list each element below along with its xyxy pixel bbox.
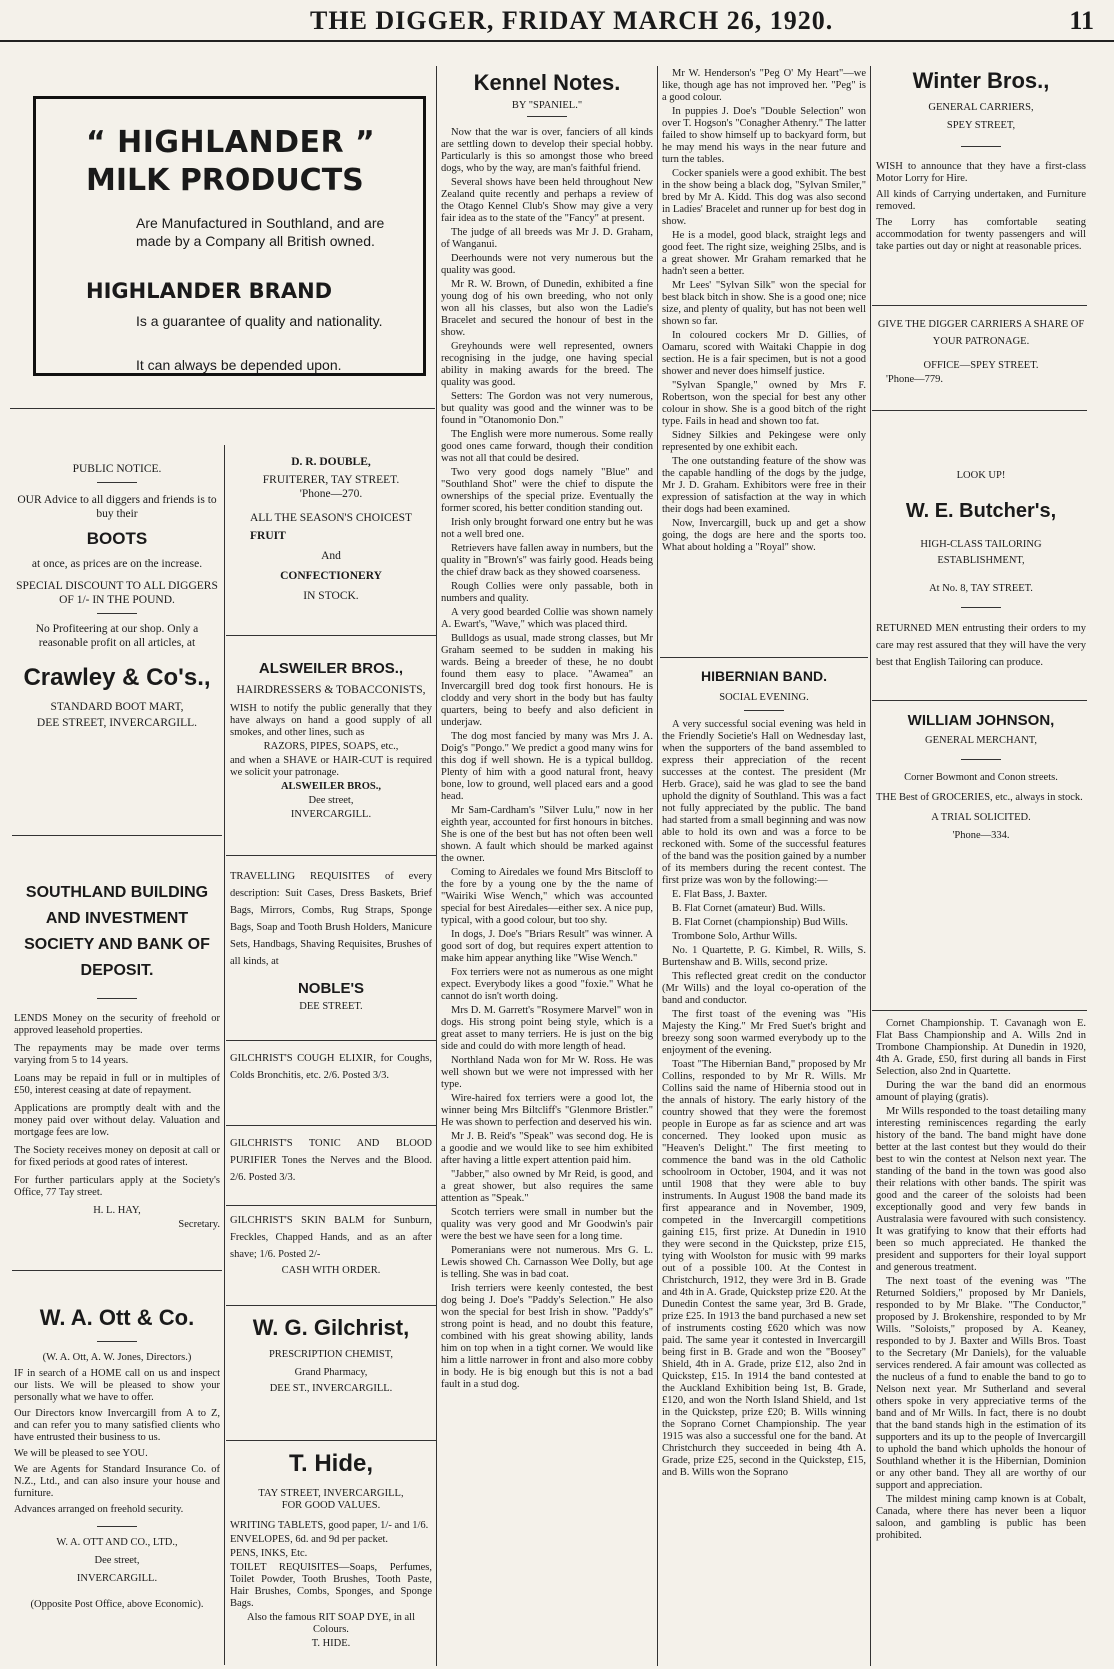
paragraph: Retrievers have fallen away in numbers, but the quality in "Brown's" was fairly good. Heads being the chief draw back as they showed coarseness.	[441, 543, 653, 578]
divider	[226, 1040, 436, 1041]
kennel-byline: BY "SPANIEL."	[511, 100, 583, 111]
kennel-continued-body	[662, 68, 866, 554]
divider	[12, 1270, 222, 1271]
paragraph: Mrs D. M. Garrett's "Rosymere Marvel" won in dogs. His strong point being style, which is a great asset to many terriers. He is just on the big side and could do with more length of head.	[441, 1005, 653, 1052]
winter-street: SPEY STREET,	[946, 120, 1016, 131]
divider	[97, 613, 137, 614]
johnson-trade: GENERAL MERCHANT,	[925, 735, 1037, 746]
winter-phone: 'Phone—779.	[886, 374, 944, 385]
butcher-look: LOOK UP!	[956, 470, 1006, 481]
paragraph: B. Flat Cornet (amateur) Bud. Wills.	[672, 903, 826, 914]
divider	[872, 1010, 1087, 1011]
southland-advert	[14, 880, 220, 1265]
hibernian-continued-body	[876, 1018, 1086, 1542]
paragraph: This reflected great credit on the conductor (Mr Wills) and the loyal co-operation of the band and conductor.	[662, 971, 866, 1006]
paragraph: Wire-haired fox terriers were a good lot, the winner being Mrs Biltcliff's "Glenmore Bristler." He was shown to perfection and deserved his win.	[441, 1093, 653, 1128]
nobles-name: NOBLE'S	[297, 980, 365, 997]
winter-footer	[876, 316, 1086, 406]
paragraph: Pomeranians were not numerous. Mrs G. L. Lewis showed Ch. Carnasson Wee Dolly, but age is telling. She was in bad coat.	[441, 1245, 653, 1280]
divider	[660, 657, 868, 658]
highlander-brand: HIGHLANDER BRAND	[86, 279, 333, 303]
hibernian-article	[662, 668, 866, 1664]
masthead	[0, 0, 1114, 42]
paragraph: Mr Lees' "Sylvan Silk" won the special for best black bitch in show. She is a good one; nice size, and plenty of quality, but has not been well shown so far.	[662, 280, 866, 327]
hide-p5: Also the famous RIT SOAP DYE, in all Colours.	[247, 1612, 415, 1635]
paragraph: A very good bearded Collie was shown namely A. Ewart's, "Wave," which was placed third.	[441, 607, 653, 630]
divider	[527, 116, 567, 117]
page-number: 11	[1069, 6, 1094, 35]
divider	[97, 482, 137, 483]
crawley-address: DEE STREET, INVERCARGILL.	[36, 717, 198, 729]
hide-p4: TOILET REQUISITES—Soaps, Perfumes, Toilet Powder, Tooth Brushes, Tooth Paste, Hair Brushes, Combs, Sponges, and Sponge Bags.	[230, 1562, 432, 1609]
divider	[961, 607, 1001, 608]
paragraph: Mr W. Henderson's "Peg O' My Heart"—we like, though age has not improved her. "Peg" is a good colour.	[662, 68, 866, 103]
paragraph: The English were more numerous. Some really good ones came forward, though their condition was not all that could be desired.	[441, 429, 653, 464]
paragraph: Greyhounds were well represented, owners recognising in the judge, one having special ability in making awards for the breed. The quality was good.	[441, 341, 653, 388]
southland-p6: For further particulars apply at the Society's Office, 77 Tay street.	[14, 1175, 220, 1198]
alsweiler-advert	[230, 660, 432, 852]
winter-trade: GENERAL CARRIERS,	[928, 102, 1034, 113]
johnson-advert	[876, 712, 1086, 1007]
alsweiler-p2: RAZORS, PIPES, SOAPS, etc.,	[263, 741, 399, 752]
divider	[97, 1341, 137, 1342]
divider	[10, 408, 435, 409]
paragraph: The first toast of the evening was "His Majesty the King." Mr Fred Suet's bright and breezy song soon warmed everybody up to the enjoyment of the evening.	[662, 1009, 866, 1056]
butcher-name: W. E. Butcher's,	[905, 500, 1057, 522]
hibernian-title: HIBERNIAN BAND.	[701, 668, 827, 684]
divider	[224, 445, 225, 1665]
highlander-body2: Is a guarantee of quality and nationality.	[136, 313, 383, 329]
alsweiler-p1: WISH to notify the public generally that they have always on hand a good supply of all smokes, and other lines, such as	[230, 703, 432, 738]
winter-office: OFFICE—SPEY STREET.	[923, 360, 1039, 371]
double-stock: IN STOCK.	[303, 590, 359, 602]
hide-p1: WRITING TABLETS, good paper, 1/- and 1/6.	[230, 1520, 429, 1531]
divider	[870, 66, 871, 1666]
gilchrist-pharmacy: Grand Pharmacy,	[294, 1367, 368, 1378]
crawley-advert	[14, 462, 220, 827]
nobles-advert	[230, 868, 432, 1036]
highlander-body: Are Manufactured in Southland, and are made by a Company all British owned.	[136, 215, 385, 249]
divider	[961, 146, 1001, 147]
ott-p1: IF in search of a HOME call on us and inspect our lists. We will be pleased to show your personally what we have to offer.	[14, 1368, 220, 1403]
divider	[226, 635, 436, 636]
ott-opposite: (Opposite Post Office, above Economic).	[30, 1599, 204, 1610]
ott-town: INVERCARGILL.	[76, 1573, 158, 1584]
kennel-notes-article	[441, 70, 653, 1664]
hide-signature: T. HIDE.	[311, 1638, 351, 1649]
divider	[226, 855, 436, 856]
ott-p2: Our Directors know Invercargill from A to Z, and can refer you to many satisfied clients who have entrusted their business to us.	[14, 1408, 220, 1443]
ott-advert	[14, 1305, 220, 1665]
hibernian-body	[662, 719, 866, 1479]
winter-p3: The Lorry has comfortable seating accommodation for twenty passengers and will take parties out day or night at reasonable prices.	[876, 217, 1086, 252]
butcher-body	[876, 620, 1086, 698]
divider	[97, 998, 137, 999]
alsweiler-p3: and when a SHAVE or HAIR-CUT is required we solicit your patronage.	[230, 755, 432, 778]
highlander-subtitle: MILK PRODUCTS	[86, 163, 364, 198]
divider	[872, 305, 1087, 306]
gilchrist-address: DEE ST., INVERCARGILL.	[269, 1383, 393, 1394]
ott-company: W. A. OTT AND CO., LTD.,	[56, 1537, 178, 1548]
ott-p3: We will be pleased to see YOU.	[14, 1448, 148, 1459]
butcher-trade: HIGH-CLASS TAILORING ESTABLISHMENT,	[920, 539, 1042, 566]
southland-signature: H. L. HAY,	[93, 1205, 141, 1216]
crawley-boots: BOOTS	[86, 529, 148, 548]
gilchrist-name: W. G. Gilchrist,	[252, 1315, 410, 1340]
johnson-phone: 'Phone—334.	[952, 830, 1010, 841]
southland-p5: The Society receives money on deposit at call or for fixed periods at good rates of interest.	[14, 1145, 220, 1168]
hide-p2: ENVELOPES, 6d. and 9d per packet.	[230, 1534, 389, 1545]
kennel-notes-continued	[662, 68, 866, 653]
paragraph: Rough Collies were only passable, both in numbers and quality.	[441, 581, 653, 604]
alsweiler-trade: HAIRDRESSERS & TOBACCONISTS,	[236, 684, 426, 696]
gilchrist-cash: CASH WITH ORDER.	[281, 1265, 381, 1276]
hide-advert	[230, 1450, 432, 1665]
gilchrist-advert	[230, 1315, 432, 1437]
double-confectionery: CONFECTIONERY	[280, 570, 382, 582]
gilchrist-tonic	[230, 1135, 432, 1201]
paragraph: Toast "The Hibernian Band," proposed by Mr Collins, responded to by Mr R. Wills. Mr Collins said the name of Hibernia stood out in the annals of history. The early history of the country showed that they were the foremost people in Europe as far as science and art was concerned. They looked upon music as "Heaven's Delight." The first meeting to commence the band was in the old Catholic schoolroom in October, 1904, and it was not until 1908 that they were able to buy instruments. In August 1908 the band made its first appearance and in November, 1909, competed in the Invercargill competitions gaining £15, first prize. At Dunedin in 1910 they were second in the Quickstep, prize £15, tying with Woolston for music with 99 marks out of a possible 100. At the Contest in Christchurch, 1912, they were 3rd in B. Grade and 4th in A. Grade, Quickstep prize £20. At the Dunedin Contest the same year, 3rd B. Grade, prize £25. In 1913 the band purchased a new set of instruments costing £620 which was now paid. The same year it contested in Invercargill being first in B. Grade and won the "Boosey" Shield, 4th in A. Grade, prize £12, also 2nd in Quickstep, £15. In 1914 the band contested at the Auckland Exhibition being 1st, B. Grade, £120, and won the North Island Shield, and 1st in the Quickstep, prize £20; B. Wills winning the Soprano Cornet Championship. The year 1915 was also a successful one for the band. At Christchurch they succeeded in being 4th A. Grade, prize £25, second in the Quickstep, £15, and B. Wills won the Soprano	[662, 1059, 866, 1478]
divider	[961, 759, 1001, 760]
winter-p1: WISH to announce that they have a first-class Motor Lorry for Hire.	[876, 161, 1086, 184]
crawley-discount: SPECIAL DISCOUNT TO ALL DIGGERS OF 1/- IN THE POUND.	[16, 580, 218, 606]
johnson-corner: Corner Bowmont and Conon streets.	[904, 772, 1058, 783]
gilchrist-a1: GILCHRIST'S COUGH ELIXIR, for Coughs, Colds Bronchitis, etc. 2/6. Posted 3/3.	[230, 1053, 432, 1081]
paragraph: In dogs, J. Doe's "Briars Result" was winner. A good sort of dog, but requires expert attention to make him appear anything like "Wise Wench."	[441, 929, 653, 964]
paragraph: Deerhounds were not very numerous but the quality was good.	[441, 253, 653, 276]
johnson-p1: THE Best of GROCERIES, etc., always in stock.	[876, 792, 1083, 803]
paragraph: E. Flat Bass, J. Baxter.	[672, 889, 768, 900]
ott-p5: Advances arranged on freehold security.	[14, 1504, 184, 1515]
paragraph: Setters: The Gordon was not very numerous, but quality was good and the winner was to be found in "Otanomonio Don."	[441, 391, 653, 426]
alsweiler-street: Dee street,	[308, 795, 354, 806]
southland-secretary: Secretary.	[178, 1219, 220, 1230]
paragraph: The next toast of the evening was "The Returned Soldiers," proposed by Mr Daniels, responded to by Mr Blake. "The Conductor," proposed by J. Brokenshire, responded to by Mr Wills. "Soloists," proposed by A. Keaney, responded to by J. Baxter and Wills Bros. Toast to the Secretary (Mr Daniels), for the valuable services rendered. A fair amount was collected as the nucleus of a fund to enable the band to go to Nelson next year. Mr Sutherland and several others spoke in very appreciative terms of the band and of Mr Wills. In fact, there is no doubt that the band stands high in the estimation of its supporters and its up to the people of Invercargill to uphold the band which upholds the honour of Southland whether it is the Hibernian, Dominion or any other band. They all are worthy of our support and appreciation.	[876, 1276, 1086, 1491]
highlander-body3: It can always be depended upon.	[136, 357, 342, 373]
paragraph: The judge of all breeds was Mr J. D. Graham, of Wanganui.	[441, 227, 653, 250]
winter-name: Winter Bros.,	[912, 68, 1050, 93]
paragraph: The mildest mining camp known is at Cobalt, Canada, where there has never been a liquor saloon, and gambling is public has been prohibited.	[876, 1494, 1086, 1541]
kennel-body	[441, 127, 653, 1391]
paragraph: The one outstanding feature of the show was the capable handling of the dogs by the judge, Mr J. D. Graham. Exhibitors were free in their expression of satisfaction at the way in which their dogs had been examined.	[662, 456, 866, 515]
paragraph: Cocker spaniels were a good exhibit. The best in the show being a black dog, "Sylvan Smiler," bred by Mr A. Kidd. This dog was also second in Ladies' Bracelet and runner up for best dog in show.	[662, 168, 866, 227]
divider	[226, 1205, 436, 1206]
winter-advert	[876, 68, 1086, 303]
divider	[744, 710, 784, 711]
highlander-advert	[33, 96, 426, 376]
gilchrist-trade: PRESCRIPTION CHEMIST,	[268, 1349, 394, 1360]
southland-p3: Loans may be repaid in full or in multiples of £50, interest ceasing at date of repayment.	[14, 1073, 220, 1096]
hide-values: FOR GOOD VALUES.	[281, 1500, 381, 1511]
southland-p4: Applications are promptly dealt with and the money paid over without delay. Valuation and mortgage fees are low.	[14, 1103, 220, 1138]
divider	[12, 835, 222, 836]
double-body: ALL THE SEASON'S CHOICEST	[249, 512, 413, 524]
butcher-p1: RETURNED MEN entrusting their orders to my care may rest assured that they will have the very best that English Tailoring can produce.	[876, 623, 1086, 668]
crawley-name: Crawley & Co's.,	[23, 664, 211, 691]
paragraph: "Sylvan Spangle," owned by Mrs F. Robertson, won the special for best any other colour in show. She is a good bitch of the right type. Fails in head and shown too fat.	[662, 380, 866, 427]
gilchrist-a2: GILCHRIST'S TONIC AND BLOOD PURIFIER Tones the Nerves and the Blood. 2/6. Posted 3/3.	[230, 1138, 432, 1183]
double-and: And	[321, 550, 341, 562]
ott-name: W. A. Ott & Co.	[39, 1305, 195, 1330]
alsweiler-town: INVERCARGILL.	[290, 809, 372, 820]
divider	[226, 1125, 436, 1126]
paragraph: During the war the band did an enormous amount of playing (gratis).	[876, 1080, 1086, 1103]
paragraph: In coloured cockers Mr D. Gillies, of Oamaru, scored with Waitaki Chappie in dog section. He is a fair specimen, but is not a good shower and never does himself justice.	[662, 330, 866, 377]
southland-title: SOUTHLAND BUILDING AND INVESTMENT SOCIETY AND BANK OF DEPOSIT.	[24, 884, 210, 979]
crawley-advice: OUR Advice to all diggers and friends is to buy their	[17, 494, 217, 520]
paragraph: Bulldogs as usual, made strong classes, but Mr Graham seemed to be sudden in making his wards. Being a breeder of these, he no doubt found them easy to place. "Awamea" an Invercargill bred dog took first honours. He is cloddy and very short in the body but has faulty quarters, being to beefy and also deficient in underjaw.	[441, 633, 653, 728]
paragraph: B. Flat Cornet (championship) Bud Wills.	[672, 917, 848, 928]
hibernian-subtitle: SOCIAL EVENING.	[719, 692, 809, 703]
crawley-increase: at once, as prices are on the increase.	[31, 558, 203, 570]
gilchrist-a3: GILCHRIST'S SKIN BALM for Sunburn, Freckles, Chapped Hands, and as an after shave; 1/6. Posted 2/-	[230, 1215, 432, 1260]
divider	[97, 1526, 137, 1527]
double-trade: FRUITERER, TAY STREET.	[262, 474, 400, 486]
ott-p4: We are Agents for Standard Insurance Co. of N.Z., Ltd., and can also insure your house and furniture.	[14, 1464, 220, 1499]
winter-p2: All kinds of Carrying undertaken, and Furniture removed.	[876, 189, 1086, 212]
newspaper-title: THE DIGGER, FRIDAY MARCH 26, 1920.	[310, 6, 834, 35]
divider	[436, 66, 437, 1666]
paragraph: A very successful social evening was held in the Friendly Societie's Hall on Wednesday last, when the supporters of the band assembled to express their appreciation of the recent successes at the contest. The president (Mr Herb. Grace), said he was glad to see the band uphold the dignity of Southland. This was a fact not fully appreciated by the public. The band had started from a small beginning and was now able to hold its own and was a force to be reckoned with. Some of the successful features of the band was the position gained by a number of its members during the recent contest. The first prize was won by the following:—	[662, 719, 866, 886]
hide-address: TAY STREET, INVERCARGILL,	[258, 1488, 404, 1499]
winter-p4: GIVE THE DIGGER CARRIERS A SHARE OF YOUR PATRONAGE.	[877, 319, 1085, 347]
divider	[872, 700, 1087, 701]
gilchrist-cough	[230, 1050, 432, 1122]
ott-street: Dee street,	[94, 1555, 140, 1566]
paragraph: Two very good dogs namely "Blue" and "Southland Shot" were the chief to dispute the ownerships of the special prize. Eventually the former scored, his better condition standing out.	[441, 467, 653, 514]
divider	[226, 1305, 436, 1306]
paragraph: Irish only brought forward one entry but he was not a well bred one.	[441, 517, 653, 540]
paragraph: Mr R. W. Brown, of Dunedin, exhibited a fine young dog of his own breeding, who not only won all his classes, but also won the Ladie's Bracelet and secured the honour of best in the show.	[441, 279, 653, 338]
paragraph: Trombone Solo, Arthur Wills.	[672, 931, 798, 942]
paragraph: Mr Sam-Cardham's "Silver Lulu," now in her eighth year, accounted for first honours in bitches. She is one of the best but has not often been well shown. A fault which should be marked against the owner.	[441, 805, 653, 864]
paragraph: Scotch terriers were small in number but the quality was very good and Mr Goodwin's pair were the best we have seen for a long time.	[441, 1207, 653, 1242]
double-phone: 'Phone—270.	[299, 488, 363, 500]
hide-p3: PENS, INKS, Etc.	[230, 1548, 308, 1559]
alsweiler-sig: ALSWEILER BROS.,	[280, 781, 382, 792]
notice-heading: PUBLIC NOTICE.	[72, 463, 162, 475]
ott-directors: (W. A. Ott, A. W. Jones, Directors.)	[42, 1352, 192, 1363]
highlander-title: “ HIGHLANDER ”	[86, 125, 376, 160]
paragraph: He is a model, good black, straight legs and good feet. The right size, weighing 25lbs, and is a great shower. Mr Graham remarked that he hadn't seen a better.	[662, 230, 866, 277]
nobles-p1: TRAVELLING REQUISITES of every description: Suit Cases, Dress Baskets, Brief Bags, Mirrors, Combs, Rug Straps, Sponge Bags, Soap and Tooth Brush Holders, Manicure Sets, Handbags, Shaving Requisites, Brushes of all kinds, at	[230, 871, 432, 967]
paragraph: Northland Nada won for Mr W. Ross. He was well shown but we were not impressed with her type.	[441, 1055, 653, 1090]
nobles-street: DEE STREET.	[299, 1001, 363, 1012]
paragraph: Now, Invercargill, buck up and get a show going, the dogs are here and the sports too. What about holding a "Royal" show.	[662, 518, 866, 553]
paragraph: "Jabber," also owned by Mr Reid, is good, and a great shower, but also requires the same attention as "Speak."	[441, 1169, 653, 1204]
crawley-mart: STANDARD BOOT MART,	[50, 701, 184, 713]
crawley-profiteering: No Profiteering at our shop. Only a reasonable profit on all articles, at	[35, 623, 199, 649]
gilchrist-balm	[230, 1212, 432, 1300]
hibernian-continued	[876, 1018, 1086, 1664]
southland-p2: The repayments may be made over terms varying from 5 to 14 years.	[14, 1043, 220, 1066]
paragraph: In puppies J. Doe's "Double Selection" won over T. Hogson's "Conagher Athenry." The latter failed to show himself up to backyard form, but he may mend his ways in the near future and turn the tables.	[662, 106, 866, 165]
johnson-trial: A TRIAL SOLICITED.	[931, 812, 1031, 823]
divider	[872, 410, 1087, 411]
double-name: D. R. DOUBLE,	[291, 456, 371, 468]
double-advert	[230, 455, 432, 630]
kennel-title: Kennel Notes.	[473, 70, 621, 95]
paragraph: No. 1 Quartette, P. G. Kimbel, R. Wills, S. Burtenshaw and B. Wills, second prize.	[662, 945, 866, 968]
divider	[657, 66, 658, 1666]
paragraph: The dog most fancied by many was Mrs J. A. Doig's "Pongo." We predict a good many wins for this dog if well shown. He is a typical bulldog. Plenty of him with a good natural front, heavy bone, low to ground, well placed ears and a good head.	[441, 731, 653, 802]
hide-name: T. Hide,	[288, 1450, 373, 1477]
paragraph: Mr J. B. Reid's "Speak" was second dog. He is a goodie and we would like to see him exhibited after having a little expert attention paid him.	[441, 1131, 653, 1166]
paragraph: Irish terriers were keenly contested, the best dog being J. Doe's "Paddy's Selection." He also won the special for best Irish in show. "Paddy's" strong point is head, and no doubt this feature, combined with his great showing ability, lands him on top when in a tight corner. We would like him a little narrower in front and also more cobby in body. He is big enough but this is not a bad fault in a stud dog.	[441, 1283, 653, 1390]
double-fruit: FRUIT	[250, 530, 286, 542]
paragraph: Cornet Championship. T. Cavanagh won E. Flat Bass Championship and A. Wills 2nd in Trombone Championship. At Dunedin in 1920, 4th A. Grade, £50, first during all bands in First Selection, also 2nd in Quartette.	[876, 1018, 1086, 1077]
paragraph: Sidney Silkies and Pekingese were only represented by one exhibit each.	[662, 430, 866, 453]
paragraph: Now that the war is over, fanciers of all kinds are settling down to develop their special hobby. Particularly is this so amongst those who breed dogs, who by the way, are man's faithful friend.	[441, 127, 653, 174]
paragraph: Several shows have been held throughout New Zealand quite recently and perhaps a review of the Otago Kennel Club's Show may give a very fair idea as to the state of the "Fancy" at present.	[441, 177, 653, 224]
butcher-address: At No. 8, TAY STREET.	[929, 583, 1033, 594]
paragraph: Coming to Airedales we found Mrs Bitscloff to the fore by a young one by the the name of "Wairiki Wise Wench," which was accounted special for best Airedales—either sex. A nice pup, typical, with a good colour, but too shy.	[441, 867, 653, 926]
southland-p1: LENDS Money on the security of freehold or approved leasehold properties.	[14, 1013, 220, 1036]
paragraph: Mr Wills responded to the toast detailing many interesting reminiscences regarding the early history of the band. The band might have done better at the last contest but they would do their best to win the contest at Nelson next year. The standing of the band in the town was good also their relations with other bands. The spirit was good and the career of the soloists had been exceptionally good and very few bands in Australasia were favoured with such consistency. It was gratifying to know that their efforts had been so much appreciated. He thanked the president and supporters for their loyal support and generous treatment.	[876, 1106, 1086, 1273]
paragraph: Fox terriers were not as numerous as one might expect. Everybody likes a good "foxie." What he cannot do isn't worth doing.	[441, 967, 653, 1002]
johnson-name: WILLIAM JOHNSON,	[907, 712, 1055, 729]
alsweiler-name: ALSWEILER BROS.,	[258, 660, 404, 677]
divider	[226, 1440, 436, 1441]
